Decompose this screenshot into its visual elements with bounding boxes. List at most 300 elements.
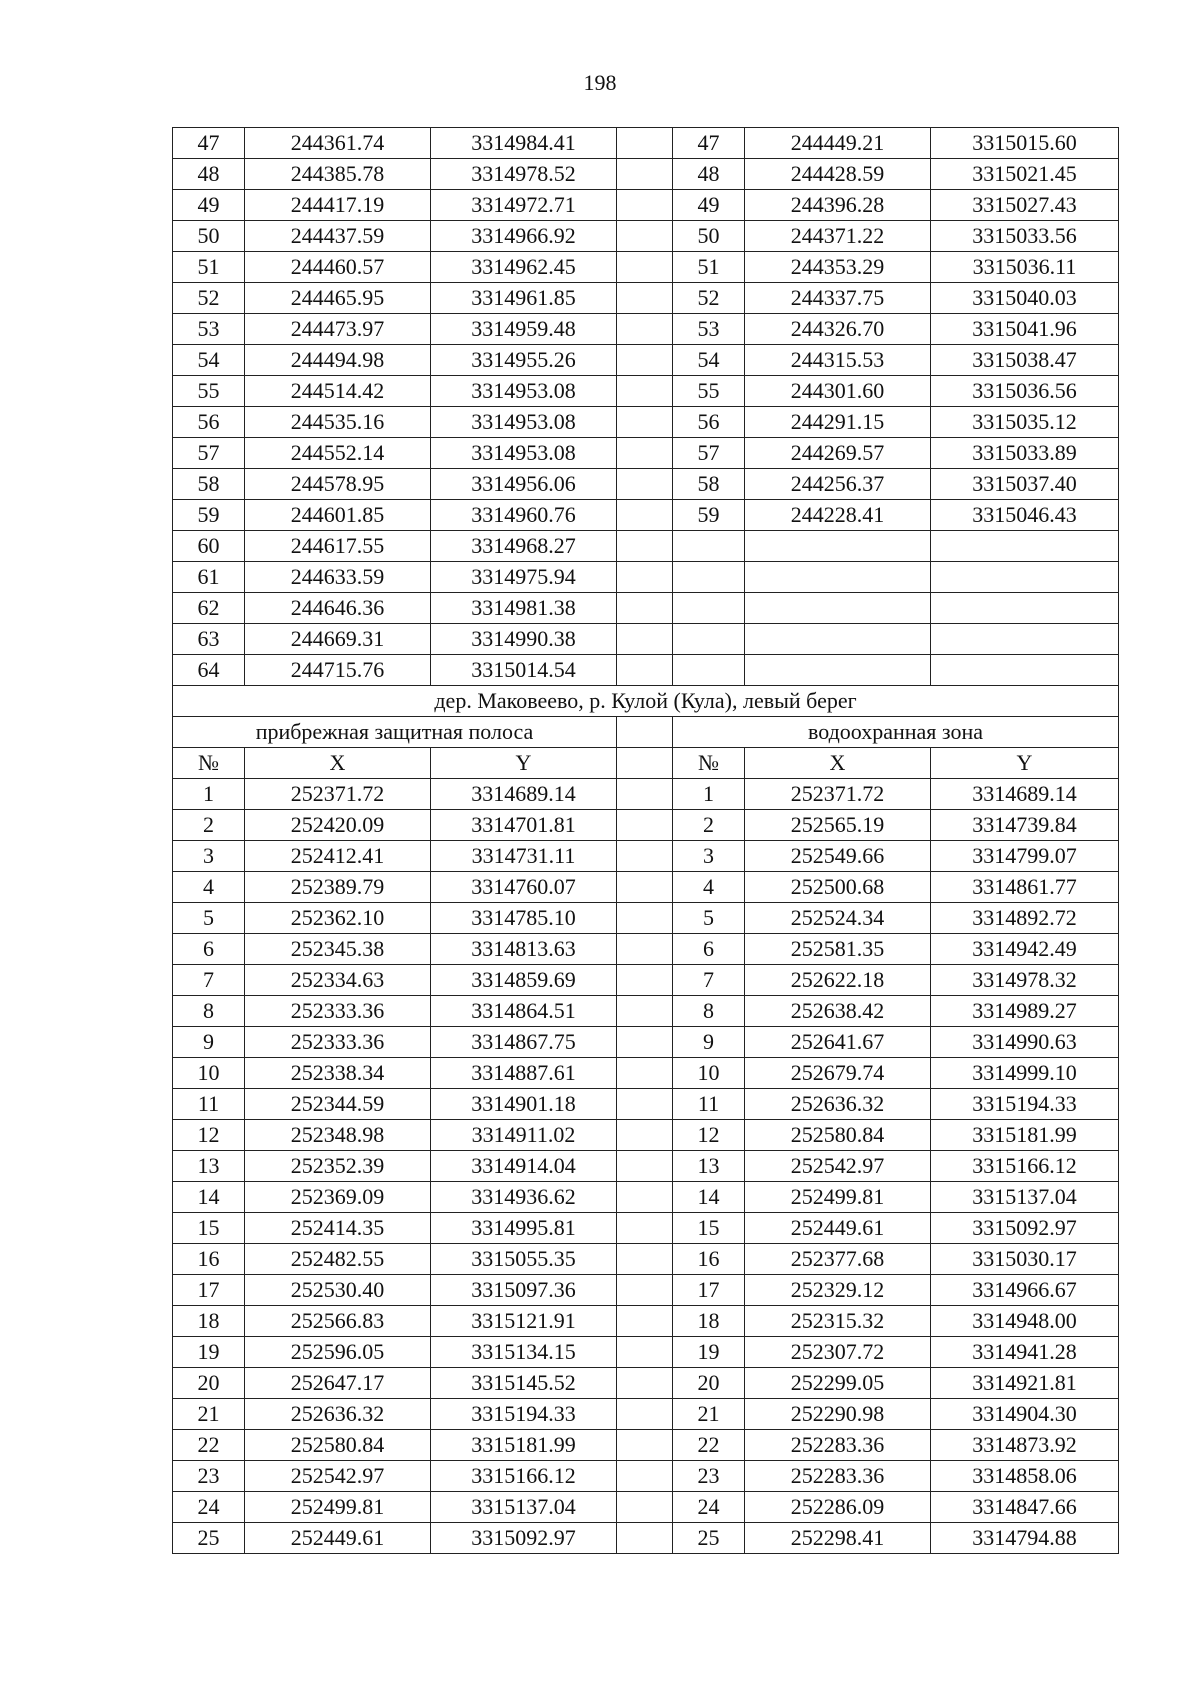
left-x-value: 244494.98	[245, 345, 431, 376]
gap-cell	[617, 562, 673, 593]
right-point-number: 7	[673, 965, 745, 996]
right-y-value: 3314739.84	[931, 810, 1119, 841]
right-point-number: 16	[673, 1244, 745, 1275]
gap-cell	[617, 748, 673, 779]
right-point-number: 50	[673, 221, 745, 252]
table-row	[173, 1120, 1119, 1151]
left-y-value: 3314966.92	[431, 221, 617, 252]
right-x-value: 252636.32	[745, 1089, 931, 1120]
left-point-number: 14	[173, 1182, 245, 1213]
right-x-value: 252580.84	[745, 1120, 931, 1151]
gap-cell	[617, 500, 673, 531]
table-row	[173, 1027, 1119, 1058]
left-x-value: 252636.32	[245, 1399, 431, 1430]
left-point-number: 50	[173, 221, 245, 252]
left-point-number: 15	[173, 1213, 245, 1244]
right-x-value: 244396.28	[745, 190, 931, 221]
left-x-value: 252338.34	[245, 1058, 431, 1089]
table-row	[173, 1151, 1119, 1182]
gap-cell	[617, 1089, 673, 1120]
left-y-value: 3314701.81	[431, 810, 617, 841]
left-y-value: 3315121.91	[431, 1306, 617, 1337]
left-y-value: 3315014.54	[431, 655, 617, 686]
gap-cell	[617, 345, 673, 376]
left-y-value: 3314760.07	[431, 872, 617, 903]
table-row	[173, 252, 1119, 283]
gap-cell	[617, 252, 673, 283]
right-x-value	[745, 531, 931, 562]
right-point-number: 6	[673, 934, 745, 965]
left-point-number: 57	[173, 438, 245, 469]
table-row	[173, 469, 1119, 500]
table-row	[173, 1182, 1119, 1213]
left-point-number: 8	[173, 996, 245, 1027]
right-x-value: 252283.36	[745, 1430, 931, 1461]
table-row	[173, 531, 1119, 562]
right-x-value: 244291.15	[745, 407, 931, 438]
left-point-number: 10	[173, 1058, 245, 1089]
left-point-number: 21	[173, 1399, 245, 1430]
left-x-value: 244514.42	[245, 376, 431, 407]
left-x-value: 252389.79	[245, 872, 431, 903]
left-y-value: 3314975.94	[431, 562, 617, 593]
table-row	[173, 934, 1119, 965]
left-point-number: 13	[173, 1151, 245, 1182]
left-y-value: 3314972.71	[431, 190, 617, 221]
right-point-number: 52	[673, 283, 745, 314]
left-x-value: 244601.85	[245, 500, 431, 531]
right-x-value: 244315.53	[745, 345, 931, 376]
left-x-value: 244578.95	[245, 469, 431, 500]
right-x-header: X	[745, 748, 931, 779]
right-y-value: 3315036.11	[931, 252, 1119, 283]
left-y-value: 3314887.61	[431, 1058, 617, 1089]
right-point-number: 47	[673, 128, 745, 159]
left-point-number: 61	[173, 562, 245, 593]
gap-cell	[617, 593, 673, 624]
right-y-value: 3315021.45	[931, 159, 1119, 190]
left-x-value: 252566.83	[245, 1306, 431, 1337]
table-row	[173, 1430, 1119, 1461]
left-y-value: 3314859.69	[431, 965, 617, 996]
left-num-header: №	[173, 748, 245, 779]
right-y-value: 3315041.96	[931, 314, 1119, 345]
left-point-number: 18	[173, 1306, 245, 1337]
left-y-value: 3314955.26	[431, 345, 617, 376]
right-x-value: 252283.36	[745, 1461, 931, 1492]
left-x-value: 252344.59	[245, 1089, 431, 1120]
left-point-number: 62	[173, 593, 245, 624]
right-y-value: 3314978.32	[931, 965, 1119, 996]
right-num-header: №	[673, 748, 745, 779]
left-x-value: 252371.72	[245, 779, 431, 810]
left-point-number: 51	[173, 252, 245, 283]
left-y-value: 3314953.08	[431, 376, 617, 407]
left-y-value: 3314785.10	[431, 903, 617, 934]
left-point-number: 23	[173, 1461, 245, 1492]
right-x-value	[745, 624, 931, 655]
left-x-value: 244385.78	[245, 159, 431, 190]
right-y-value: 3315033.56	[931, 221, 1119, 252]
gap-cell	[617, 438, 673, 469]
right-y-value: 3314861.77	[931, 872, 1119, 903]
table-row	[173, 1275, 1119, 1306]
left-x-value: 244535.16	[245, 407, 431, 438]
left-point-number: 12	[173, 1120, 245, 1151]
gap-cell	[617, 1306, 673, 1337]
right-x-value: 252499.81	[745, 1182, 931, 1213]
right-x-value: 252524.34	[745, 903, 931, 934]
left-y-value: 3314956.06	[431, 469, 617, 500]
zone-title-row	[173, 717, 1119, 748]
right-point-number: 3	[673, 841, 745, 872]
left-point-number: 48	[173, 159, 245, 190]
left-y-value: 3315145.52	[431, 1368, 617, 1399]
right-point-number: 1	[673, 779, 745, 810]
right-y-value: 3314989.27	[931, 996, 1119, 1027]
gap-cell	[617, 934, 673, 965]
right-point-number: 20	[673, 1368, 745, 1399]
right-point-number: 12	[673, 1120, 745, 1151]
right-x-value: 244337.75	[745, 283, 931, 314]
left-x-value: 244437.59	[245, 221, 431, 252]
right-y-value: 3315027.43	[931, 190, 1119, 221]
right-y-value: 3315040.03	[931, 283, 1119, 314]
left-y-value: 3315166.12	[431, 1461, 617, 1492]
right-x-value: 252299.05	[745, 1368, 931, 1399]
table-row	[173, 221, 1119, 252]
right-x-value: 252638.42	[745, 996, 931, 1027]
table-row	[173, 438, 1119, 469]
left-y-value: 3315137.04	[431, 1492, 617, 1523]
left-y-value: 3314911.02	[431, 1120, 617, 1151]
right-x-value	[745, 593, 931, 624]
right-x-value: 252377.68	[745, 1244, 931, 1275]
left-y-value: 3315194.33	[431, 1399, 617, 1430]
gap-cell	[617, 190, 673, 221]
gap-cell	[617, 221, 673, 252]
left-point-number: 47	[173, 128, 245, 159]
right-x-value	[745, 562, 931, 593]
right-point-number: 21	[673, 1399, 745, 1430]
right-y-header: Y	[931, 748, 1119, 779]
left-x-value: 252499.81	[245, 1492, 431, 1523]
right-x-value: 252371.72	[745, 779, 931, 810]
gap-cell	[617, 1058, 673, 1089]
left-x-value: 244646.36	[245, 593, 431, 624]
right-x-value: 252286.09	[745, 1492, 931, 1523]
table-block-lower	[173, 779, 1119, 1554]
table-row	[173, 500, 1119, 531]
right-y-value: 3315030.17	[931, 1244, 1119, 1275]
left-y-value: 3314953.08	[431, 438, 617, 469]
left-x-value: 244465.95	[245, 283, 431, 314]
left-y-value: 3314914.04	[431, 1151, 617, 1182]
right-y-value: 3314847.66	[931, 1492, 1119, 1523]
left-x-value: 252647.17	[245, 1368, 431, 1399]
left-y-value: 3315181.99	[431, 1430, 617, 1461]
right-x-value	[745, 655, 931, 686]
column-header-row	[173, 748, 1119, 779]
right-y-value	[931, 562, 1119, 593]
left-y-value: 3314981.38	[431, 593, 617, 624]
right-x-value: 252500.68	[745, 872, 931, 903]
right-y-value: 3314941.28	[931, 1337, 1119, 1368]
section-title-row	[173, 686, 1119, 717]
right-x-value: 252307.72	[745, 1337, 931, 1368]
table-row	[173, 1368, 1119, 1399]
right-y-value	[931, 624, 1119, 655]
table-row	[173, 624, 1119, 655]
left-x-value: 252369.09	[245, 1182, 431, 1213]
table-row	[173, 1306, 1119, 1337]
left-y-value: 3314953.08	[431, 407, 617, 438]
right-point-number	[673, 562, 745, 593]
right-point-number: 59	[673, 500, 745, 531]
left-point-number: 60	[173, 531, 245, 562]
right-x-value: 252549.66	[745, 841, 931, 872]
right-point-number: 2	[673, 810, 745, 841]
right-point-number: 8	[673, 996, 745, 1027]
table-row	[173, 655, 1119, 686]
table-row	[173, 1089, 1119, 1120]
right-point-number: 23	[673, 1461, 745, 1492]
right-y-value: 3314689.14	[931, 779, 1119, 810]
section-title: дер. Маковеево, р. Кулой (Кула), левый берег	[173, 686, 1119, 717]
right-x-value: 252449.61	[745, 1213, 931, 1244]
gap-cell	[617, 1151, 673, 1182]
table-row	[173, 1399, 1119, 1430]
left-y-header: Y	[431, 748, 617, 779]
right-y-value: 3315036.56	[931, 376, 1119, 407]
left-x-value: 252345.38	[245, 934, 431, 965]
left-x-value: 244715.76	[245, 655, 431, 686]
left-y-value: 3314978.52	[431, 159, 617, 190]
left-point-number: 17	[173, 1275, 245, 1306]
left-point-number: 63	[173, 624, 245, 655]
left-point-number: 3	[173, 841, 245, 872]
left-point-number: 64	[173, 655, 245, 686]
left-point-number: 11	[173, 1089, 245, 1120]
left-point-number: 52	[173, 283, 245, 314]
right-point-number: 17	[673, 1275, 745, 1306]
right-x-value: 244353.29	[745, 252, 931, 283]
left-point-number: 2	[173, 810, 245, 841]
gap-cell	[617, 903, 673, 934]
table-row	[173, 283, 1119, 314]
table-row	[173, 1244, 1119, 1275]
table-row	[173, 1213, 1119, 1244]
right-point-number: 10	[673, 1058, 745, 1089]
left-y-value: 3315055.35	[431, 1244, 617, 1275]
left-point-number: 25	[173, 1523, 245, 1554]
table-row	[173, 407, 1119, 438]
gap-cell	[617, 996, 673, 1027]
gap-cell	[617, 1244, 673, 1275]
right-y-value	[931, 593, 1119, 624]
right-x-value: 252641.67	[745, 1027, 931, 1058]
left-point-number: 49	[173, 190, 245, 221]
left-point-number: 55	[173, 376, 245, 407]
table-row	[173, 1058, 1119, 1089]
right-y-value: 3314942.49	[931, 934, 1119, 965]
right-x-value: 244326.70	[745, 314, 931, 345]
right-point-number: 58	[673, 469, 745, 500]
left-x-value: 252334.63	[245, 965, 431, 996]
right-point-number: 24	[673, 1492, 745, 1523]
left-y-value: 3314867.75	[431, 1027, 617, 1058]
left-point-number: 20	[173, 1368, 245, 1399]
right-point-number: 4	[673, 872, 745, 903]
left-y-value: 3314689.14	[431, 779, 617, 810]
right-zone-title: водоохранная зона	[673, 717, 1119, 748]
right-point-number: 15	[673, 1213, 745, 1244]
left-y-value: 3314864.51	[431, 996, 617, 1027]
right-y-value: 3314990.63	[931, 1027, 1119, 1058]
left-x-value: 244669.31	[245, 624, 431, 655]
left-x-value: 252542.97	[245, 1461, 431, 1492]
gap-cell	[617, 717, 673, 748]
right-y-value: 3315033.89	[931, 438, 1119, 469]
left-x-value: 252362.10	[245, 903, 431, 934]
right-y-value: 3314892.72	[931, 903, 1119, 934]
left-x-value: 244417.19	[245, 190, 431, 221]
right-x-value: 244269.57	[745, 438, 931, 469]
gap-cell	[617, 810, 673, 841]
table-row	[173, 903, 1119, 934]
gap-cell	[617, 872, 673, 903]
left-zone-title: прибрежная защитная полоса	[173, 717, 617, 748]
left-x-value: 252348.98	[245, 1120, 431, 1151]
gap-cell	[617, 1461, 673, 1492]
right-x-value: 244256.37	[745, 469, 931, 500]
left-point-number: 54	[173, 345, 245, 376]
right-point-number: 14	[673, 1182, 745, 1213]
right-x-value: 252581.35	[745, 934, 931, 965]
table-row	[173, 872, 1119, 903]
gap-cell	[617, 376, 673, 407]
right-point-number: 54	[673, 345, 745, 376]
table-row	[173, 965, 1119, 996]
table-row	[173, 314, 1119, 345]
left-x-value: 244473.97	[245, 314, 431, 345]
gap-cell	[617, 407, 673, 438]
right-x-value: 252329.12	[745, 1275, 931, 1306]
gap-cell	[617, 1368, 673, 1399]
left-x-header: X	[245, 748, 431, 779]
right-y-value: 3315181.99	[931, 1120, 1119, 1151]
gap-cell	[617, 1213, 673, 1244]
left-x-value: 252333.36	[245, 996, 431, 1027]
right-point-number: 18	[673, 1306, 745, 1337]
right-point-number	[673, 531, 745, 562]
gap-cell	[617, 1492, 673, 1523]
left-point-number: 1	[173, 779, 245, 810]
right-x-value: 252679.74	[745, 1058, 931, 1089]
left-point-number: 4	[173, 872, 245, 903]
right-x-value: 244228.41	[745, 500, 931, 531]
right-point-number: 5	[673, 903, 745, 934]
left-y-value: 3314961.85	[431, 283, 617, 314]
gap-cell	[617, 624, 673, 655]
gap-cell	[617, 283, 673, 314]
gap-cell	[617, 1027, 673, 1058]
left-y-value: 3315097.36	[431, 1275, 617, 1306]
left-point-number: 5	[173, 903, 245, 934]
right-x-value: 252290.98	[745, 1399, 931, 1430]
table-row	[173, 1461, 1119, 1492]
right-point-number: 22	[673, 1430, 745, 1461]
right-y-value: 3314948.00	[931, 1306, 1119, 1337]
right-y-value: 3315038.47	[931, 345, 1119, 376]
left-y-value: 3315092.97	[431, 1523, 617, 1554]
table-row	[173, 1523, 1119, 1554]
gap-cell	[617, 1430, 673, 1461]
right-point-number	[673, 624, 745, 655]
right-y-value: 3314858.06	[931, 1461, 1119, 1492]
right-y-value: 3315194.33	[931, 1089, 1119, 1120]
right-y-value: 3315046.43	[931, 500, 1119, 531]
right-y-value: 3314966.67	[931, 1275, 1119, 1306]
right-y-value: 3315035.12	[931, 407, 1119, 438]
right-x-value: 244301.60	[745, 376, 931, 407]
left-point-number: 53	[173, 314, 245, 345]
left-y-value: 3314990.38	[431, 624, 617, 655]
left-point-number: 22	[173, 1430, 245, 1461]
table-row	[173, 841, 1119, 872]
table-row	[173, 562, 1119, 593]
left-point-number: 16	[173, 1244, 245, 1275]
left-point-number: 9	[173, 1027, 245, 1058]
right-point-number: 19	[673, 1337, 745, 1368]
left-y-value: 3314962.45	[431, 252, 617, 283]
left-x-value: 244633.59	[245, 562, 431, 593]
right-y-value: 3314999.10	[931, 1058, 1119, 1089]
table-row	[173, 376, 1119, 407]
right-y-value: 3315037.40	[931, 469, 1119, 500]
left-y-value: 3314901.18	[431, 1089, 617, 1120]
gap-cell	[617, 779, 673, 810]
table-row	[173, 1337, 1119, 1368]
gap-cell	[617, 1523, 673, 1554]
left-point-number: 56	[173, 407, 245, 438]
left-point-number: 19	[173, 1337, 245, 1368]
right-point-number	[673, 593, 745, 624]
left-x-value: 252596.05	[245, 1337, 431, 1368]
right-point-number: 56	[673, 407, 745, 438]
left-y-value: 3314959.48	[431, 314, 617, 345]
left-y-value: 3314731.11	[431, 841, 617, 872]
right-point-number: 55	[673, 376, 745, 407]
left-x-value: 252580.84	[245, 1430, 431, 1461]
left-y-value: 3314936.62	[431, 1182, 617, 1213]
table-row	[173, 128, 1119, 159]
right-point-number: 11	[673, 1089, 745, 1120]
left-y-value: 3314984.41	[431, 128, 617, 159]
right-x-value: 244371.22	[745, 221, 931, 252]
right-x-value: 252298.41	[745, 1523, 931, 1554]
gap-cell	[617, 159, 673, 190]
right-point-number: 57	[673, 438, 745, 469]
right-point-number: 53	[673, 314, 745, 345]
left-point-number: 24	[173, 1492, 245, 1523]
coordinates-table	[172, 127, 1119, 1554]
gap-cell	[617, 965, 673, 996]
right-x-value: 252565.19	[745, 810, 931, 841]
right-point-number: 49	[673, 190, 745, 221]
left-x-value: 252412.41	[245, 841, 431, 872]
left-x-value: 252352.39	[245, 1151, 431, 1182]
